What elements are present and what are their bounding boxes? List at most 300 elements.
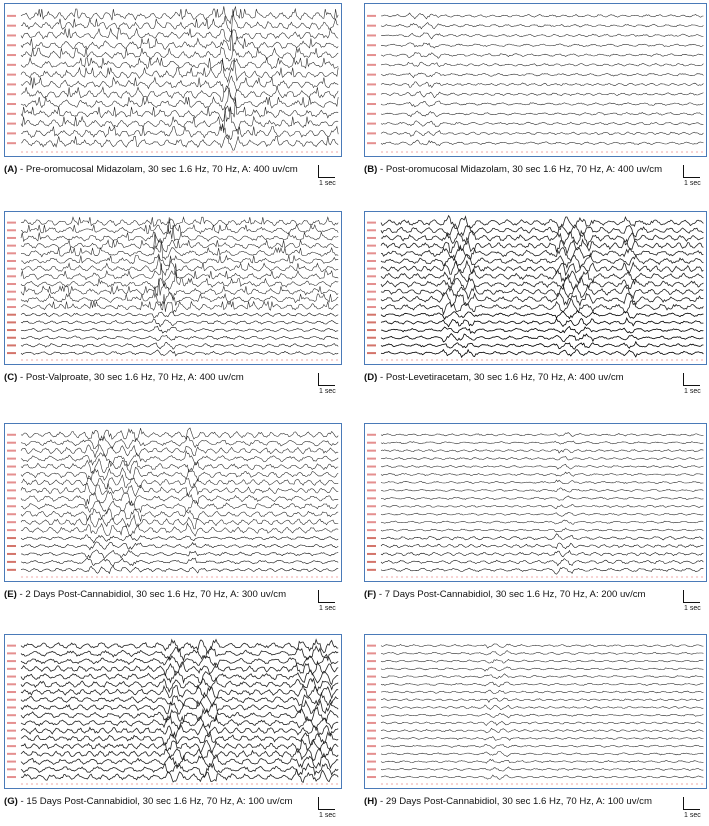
eeg-channel-trace xyxy=(381,13,703,19)
eeg-traces xyxy=(5,212,341,364)
eeg-channel-trace xyxy=(21,475,338,489)
polygraphy-trace xyxy=(21,350,338,356)
channel-label-mark xyxy=(367,489,376,491)
channel-label-mark xyxy=(367,737,376,739)
channel-label-mark xyxy=(7,521,16,523)
channel-label-mark xyxy=(367,260,376,262)
polygraphy-trace xyxy=(21,342,338,349)
polygraphy-trace xyxy=(381,318,703,327)
channel-label-mark xyxy=(7,25,16,27)
eeg-channel-trace xyxy=(381,713,703,718)
channel-label-mark xyxy=(367,442,376,444)
channel-label-mark xyxy=(367,730,376,732)
eeg-channel-trace xyxy=(21,523,338,536)
panel-description: - Post-Valproate, 30 sec 1.6 Hz, 70 Hz, A: 400 uv/cm xyxy=(17,372,244,383)
channel-label-mark xyxy=(7,64,16,66)
channel-label-mark xyxy=(367,54,376,56)
eeg-channel-trace xyxy=(381,82,703,88)
channel-label-mark xyxy=(367,352,376,354)
channel-label-mark xyxy=(367,64,376,66)
eeg-channel-trace xyxy=(21,240,338,259)
channel-label-mark xyxy=(7,113,16,115)
eeg-channel-trace xyxy=(21,87,338,101)
channel-label-mark xyxy=(7,298,16,300)
eeg-channel-trace xyxy=(381,433,703,437)
polygraphy-trace xyxy=(21,550,338,559)
eeg-channel-trace xyxy=(381,472,703,476)
eeg-channel-trace xyxy=(381,140,703,146)
channel-label-mark xyxy=(367,505,376,507)
panel-caption xyxy=(4,164,298,175)
channel-label-mark xyxy=(367,529,376,531)
channel-label-mark xyxy=(367,222,376,224)
channel-label-mark xyxy=(7,103,16,105)
channel-label-mark xyxy=(7,473,16,475)
channel-label-mark xyxy=(367,93,376,95)
eeg-channel-trace xyxy=(21,135,338,151)
channel-label-mark xyxy=(367,521,376,523)
eeg-trace-frame xyxy=(4,3,342,157)
eeg-channel-trace xyxy=(21,428,338,441)
eeg-traces xyxy=(365,4,706,156)
channel-label-mark xyxy=(367,466,376,468)
channel-label-mark xyxy=(367,434,376,436)
channel-label-mark xyxy=(7,660,16,662)
channel-label-mark xyxy=(367,291,376,293)
polygraphy-trace xyxy=(21,558,338,566)
channel-label-mark xyxy=(7,537,16,539)
channel-label-mark xyxy=(367,34,376,36)
eeg-channel-trace xyxy=(381,33,703,39)
channel-label-mark xyxy=(367,344,376,346)
time-scale-label: 1 sec xyxy=(684,180,701,187)
eeg-channel-trace xyxy=(21,58,338,82)
eeg-channel-trace xyxy=(21,500,338,513)
channel-label-mark xyxy=(367,142,376,144)
eeg-channel-trace xyxy=(381,744,703,748)
time-scale-bar xyxy=(318,373,335,386)
channel-label-mark xyxy=(7,745,16,747)
eeg-channel-trace xyxy=(381,504,703,508)
channel-label-mark xyxy=(367,83,376,85)
channel-label-mark xyxy=(7,275,16,277)
channel-label-mark xyxy=(367,245,376,247)
polygraphy-trace xyxy=(381,559,703,566)
channel-label-mark xyxy=(367,481,376,483)
channel-label-mark xyxy=(7,668,16,670)
eeg-trace-frame xyxy=(4,634,342,789)
channel-label-mark xyxy=(7,722,16,724)
channel-label-mark xyxy=(7,329,16,331)
channel-label-mark xyxy=(7,260,16,262)
channel-label-mark xyxy=(367,123,376,125)
channel-label-mark xyxy=(7,676,16,678)
eeg-channel-trace xyxy=(21,29,338,42)
channel-label-mark xyxy=(367,15,376,17)
eeg-channel-trace xyxy=(381,480,703,484)
eeg-channel-trace xyxy=(381,682,703,687)
channel-label-mark xyxy=(7,545,16,547)
polygraphy-trace xyxy=(21,566,338,573)
panel-label: (E) xyxy=(4,589,17,600)
channel-label-mark xyxy=(367,722,376,724)
eeg-channel-trace xyxy=(21,271,338,289)
channel-label-mark xyxy=(367,321,376,323)
eeg-channel-trace xyxy=(21,107,338,133)
eeg-channel-trace xyxy=(21,279,338,299)
channel-label-mark xyxy=(7,466,16,468)
eeg-channel-trace xyxy=(381,667,703,672)
polygraphy-trace xyxy=(381,534,703,540)
eeg-channel-trace xyxy=(21,707,338,722)
eeg-channel-trace xyxy=(381,698,703,702)
eeg-channel-trace xyxy=(21,678,338,692)
time-scale-label: 1 sec xyxy=(319,605,336,612)
channel-label-mark xyxy=(367,44,376,46)
channel-label-mark xyxy=(7,481,16,483)
eeg-channel-trace xyxy=(21,769,338,782)
eeg-channel-trace xyxy=(21,748,338,761)
eeg-channel-trace xyxy=(21,9,338,32)
channel-label-mark xyxy=(7,93,16,95)
polygraphy-trace xyxy=(381,551,703,557)
eeg-channel-trace xyxy=(381,651,703,656)
time-scale-bar xyxy=(318,165,335,178)
eeg-channel-trace xyxy=(381,248,703,261)
eeg-channel-trace xyxy=(21,58,338,71)
channel-label-mark xyxy=(7,730,16,732)
channel-label-mark xyxy=(367,25,376,27)
eeg-channel-trace xyxy=(381,674,703,679)
channel-label-mark xyxy=(7,505,16,507)
time-scale-label: 1 sec xyxy=(684,388,701,395)
eeg-channel-trace xyxy=(381,277,703,291)
eeg-channel-trace xyxy=(381,496,703,500)
eeg-channel-trace xyxy=(381,101,703,107)
channel-label-mark xyxy=(7,706,16,708)
channel-label-mark xyxy=(7,513,16,515)
polygraphy-trace xyxy=(381,327,703,335)
eeg-trace-frame xyxy=(364,211,707,365)
channel-label-mark xyxy=(7,352,16,354)
eeg-channel-trace xyxy=(381,659,703,663)
eeg-channel-trace xyxy=(21,467,338,481)
channel-label-mark xyxy=(7,245,16,247)
channel-label-mark xyxy=(7,691,16,693)
time-scale-label: 1 sec xyxy=(684,605,701,612)
channel-label-mark xyxy=(7,344,16,346)
eeg-channel-trace xyxy=(21,436,338,449)
eeg-trace-frame xyxy=(364,423,707,582)
eeg-trace-frame xyxy=(364,634,707,789)
channel-label-mark xyxy=(367,337,376,339)
eeg-channel-trace xyxy=(381,254,703,268)
time-scale-bar xyxy=(683,797,700,810)
eeg-channel-trace xyxy=(21,217,338,234)
channel-label-mark xyxy=(367,706,376,708)
eeg-channel-trace xyxy=(381,441,703,444)
channel-label-mark xyxy=(367,497,376,499)
channel-label-mark xyxy=(7,123,16,125)
panel-caption xyxy=(4,372,244,383)
polygraphy-trace xyxy=(381,310,703,319)
eeg-channel-trace xyxy=(21,655,338,668)
channel-label-mark xyxy=(7,132,16,134)
eeg-channel-trace xyxy=(21,294,338,313)
time-scale-label: 1 sec xyxy=(684,812,701,819)
channel-label-mark xyxy=(367,132,376,134)
channel-label-mark xyxy=(7,83,16,85)
eeg-channel-trace xyxy=(21,662,338,676)
channel-label-mark xyxy=(367,561,376,563)
polygraphy-trace xyxy=(21,319,338,327)
panel-caption xyxy=(4,589,286,600)
eeg-channel-trace xyxy=(21,451,338,466)
panel-caption xyxy=(364,589,646,600)
polygraphy-trace xyxy=(21,535,338,543)
channel-label-mark xyxy=(7,753,16,755)
eeg-channel-trace xyxy=(21,263,338,283)
channel-label-mark xyxy=(7,497,16,499)
channel-label-mark xyxy=(7,683,16,685)
eeg-channel-trace xyxy=(381,737,703,741)
channel-label-mark xyxy=(367,283,376,285)
channel-label-mark xyxy=(367,714,376,716)
channel-label-mark xyxy=(7,237,16,239)
channel-label-mark xyxy=(7,489,16,491)
channel-label-mark xyxy=(367,645,376,647)
channel-label-mark xyxy=(7,44,16,46)
channel-label-mark xyxy=(367,768,376,770)
eeg-channel-trace xyxy=(381,690,703,693)
channel-label-mark xyxy=(7,737,16,739)
eeg-channel-trace xyxy=(381,767,703,771)
panel-description: - 2 Days Post-Cannabidiol, 30 sec 1.6 Hz, 70 Hz, A: 300 uv/cm xyxy=(16,589,287,600)
time-scale-bar xyxy=(683,373,700,386)
eeg-channel-trace xyxy=(381,775,703,779)
channel-label-mark xyxy=(367,229,376,231)
channel-label-mark xyxy=(367,776,376,778)
eeg-channel-trace xyxy=(381,512,703,516)
channel-label-mark xyxy=(367,652,376,654)
eeg-channel-trace xyxy=(381,705,703,710)
channel-label-mark xyxy=(7,776,16,778)
eeg-channel-trace xyxy=(381,528,703,532)
eeg-channel-trace xyxy=(381,759,703,763)
channel-label-mark xyxy=(7,761,16,763)
eeg-channel-trace xyxy=(21,764,338,778)
eeg-channel-trace xyxy=(21,124,338,140)
channel-label-mark xyxy=(367,683,376,685)
panel-description: - Post-Levetiracetam, 30 sec 1.6 Hz, 70 Hz, A: 400 uv/cm xyxy=(377,372,624,383)
eeg-channel-trace xyxy=(381,644,703,648)
channel-label-mark xyxy=(367,761,376,763)
channel-label-mark xyxy=(367,103,376,105)
channel-label-mark xyxy=(7,268,16,270)
channel-label-mark xyxy=(367,458,376,460)
panel-label: (H) xyxy=(364,796,378,807)
channel-label-mark xyxy=(367,676,376,678)
channel-label-mark xyxy=(7,569,16,571)
channel-label-mark xyxy=(7,229,16,231)
time-scale-bar xyxy=(683,165,700,178)
eeg-channel-trace xyxy=(381,53,703,59)
panel-description: - Post-oromucosal Midazolam, 30 sec 1.6 Hz, 70 Hz, A: 400 uv/cm xyxy=(377,164,663,175)
eeg-traces xyxy=(5,635,341,788)
time-scale-label: 1 sec xyxy=(319,180,336,187)
eeg-traces xyxy=(365,212,706,364)
eeg-channel-trace xyxy=(21,515,338,529)
time-scale-label: 1 sec xyxy=(319,388,336,395)
eeg-channel-trace xyxy=(21,233,338,252)
panel-label: (A) xyxy=(4,164,18,175)
eeg-channel-trace xyxy=(21,509,338,522)
eeg-channel-trace xyxy=(381,62,703,66)
eeg-channel-trace xyxy=(21,6,338,23)
channel-label-mark xyxy=(7,434,16,436)
eeg-traces xyxy=(365,424,706,581)
channel-label-mark xyxy=(367,113,376,115)
channel-label-mark xyxy=(7,458,16,460)
channel-label-mark xyxy=(367,691,376,693)
eeg-channel-trace xyxy=(381,488,703,492)
channel-label-mark xyxy=(367,745,376,747)
channel-label-mark xyxy=(367,660,376,662)
channel-label-mark xyxy=(367,275,376,277)
panel-label: (C) xyxy=(4,372,18,383)
channel-label-mark xyxy=(367,753,376,755)
channel-label-mark xyxy=(7,15,16,17)
eeg-channel-trace xyxy=(381,721,703,726)
channel-label-mark xyxy=(367,553,376,555)
eeg-channel-trace xyxy=(21,700,338,714)
channel-label-mark xyxy=(7,561,16,563)
channel-label-mark xyxy=(367,699,376,701)
channel-label-mark xyxy=(7,714,16,716)
channel-label-mark xyxy=(367,298,376,300)
polygraphy-trace xyxy=(21,542,338,550)
eeg-channel-trace xyxy=(381,520,703,524)
channel-label-mark xyxy=(367,545,376,547)
eeg-channel-trace xyxy=(381,752,703,757)
eeg-channel-trace xyxy=(381,131,703,137)
channel-label-mark xyxy=(367,329,376,331)
channel-label-mark xyxy=(367,537,376,539)
channel-label-mark xyxy=(7,54,16,56)
channel-label-mark xyxy=(367,513,376,515)
eeg-channel-trace xyxy=(381,284,703,299)
panel-label: (D) xyxy=(364,372,378,383)
channel-label-mark xyxy=(367,252,376,254)
panel-description: - 29 Days Post-Cannabidiol, 30 sec 1.6 Hz, 70 Hz, A: 100 uv/cm xyxy=(377,796,652,807)
channel-label-mark xyxy=(7,74,16,76)
channel-label-mark xyxy=(7,699,16,701)
eeg-channel-trace xyxy=(381,449,703,453)
eeg-channel-trace xyxy=(381,457,703,461)
eeg-channel-trace xyxy=(381,73,703,78)
eeg-trace-frame xyxy=(4,211,342,365)
channel-label-mark xyxy=(7,291,16,293)
eeg-channel-trace xyxy=(381,464,703,469)
panel-description: - 7 Days Post-Cannabidiol, 30 sec 1.6 Hz, 70 Hz, A: 200 uv/cm xyxy=(376,589,646,600)
eeg-channel-trace xyxy=(21,684,338,698)
channel-label-mark xyxy=(7,252,16,254)
channel-label-mark xyxy=(367,306,376,308)
channel-label-mark xyxy=(367,268,376,270)
panel-description: - 15 Days Post-Cannabidiol, 30 sec 1.6 Hz, 70 Hz, A: 100 uv/cm xyxy=(17,796,293,807)
channel-label-mark xyxy=(367,74,376,76)
polygraphy-trace xyxy=(381,334,703,342)
time-scale-bar xyxy=(318,590,335,603)
time-scale-bar xyxy=(683,590,700,603)
channel-label-mark xyxy=(367,314,376,316)
polygraphy-trace xyxy=(21,335,338,340)
channel-label-mark xyxy=(7,553,16,555)
channel-label-mark xyxy=(7,645,16,647)
channel-label-mark xyxy=(7,34,16,36)
channel-label-mark xyxy=(7,450,16,452)
channel-label-mark xyxy=(7,283,16,285)
channel-label-mark xyxy=(7,768,16,770)
channel-label-mark xyxy=(7,529,16,531)
channel-label-mark xyxy=(7,652,16,654)
polygraphy-trace xyxy=(381,350,703,358)
channel-label-mark xyxy=(367,237,376,239)
channel-label-mark xyxy=(367,473,376,475)
channel-label-mark xyxy=(7,306,16,308)
time-scale-label: 1 sec xyxy=(319,812,336,819)
eeg-traces xyxy=(5,424,341,581)
eeg-traces xyxy=(365,635,706,788)
polygraphy-trace xyxy=(381,543,703,549)
panel-label: (G) xyxy=(4,796,18,807)
eeg-channel-trace xyxy=(381,261,703,275)
panel-caption xyxy=(364,372,624,383)
eeg-trace-frame xyxy=(364,3,707,157)
eeg-trace-frame xyxy=(4,423,342,582)
panel-label: (B) xyxy=(364,164,378,175)
channel-label-mark xyxy=(367,450,376,452)
channel-label-mark xyxy=(7,222,16,224)
eeg-channel-trace xyxy=(381,299,703,314)
channel-label-mark xyxy=(7,314,16,316)
channel-label-mark xyxy=(7,442,16,444)
panel-label: (F) xyxy=(364,589,377,600)
polygraphy-trace xyxy=(21,326,338,333)
channel-label-mark xyxy=(7,142,16,144)
polygraphy-trace xyxy=(21,312,338,318)
channel-label-mark xyxy=(7,337,16,339)
eeg-channel-trace xyxy=(381,43,703,48)
eeg-channel-trace xyxy=(381,91,703,97)
channel-label-mark xyxy=(367,668,376,670)
eeg-channel-trace xyxy=(381,111,703,117)
eeg-channel-trace xyxy=(21,491,338,506)
eeg-channel-trace xyxy=(381,728,703,733)
eeg-traces xyxy=(5,4,341,156)
eeg-channel-trace xyxy=(21,483,338,496)
time-scale-bar xyxy=(318,797,335,810)
eeg-channel-trace xyxy=(21,459,338,474)
eeg-channel-trace xyxy=(381,121,703,127)
eeg-channel-trace xyxy=(21,732,338,745)
polygraphy-trace xyxy=(381,342,703,349)
panel-caption xyxy=(364,796,652,807)
eeg-channel-trace xyxy=(381,23,703,29)
eeg-channel-trace xyxy=(21,47,338,61)
panel-caption xyxy=(364,164,662,175)
channel-label-mark xyxy=(367,569,376,571)
